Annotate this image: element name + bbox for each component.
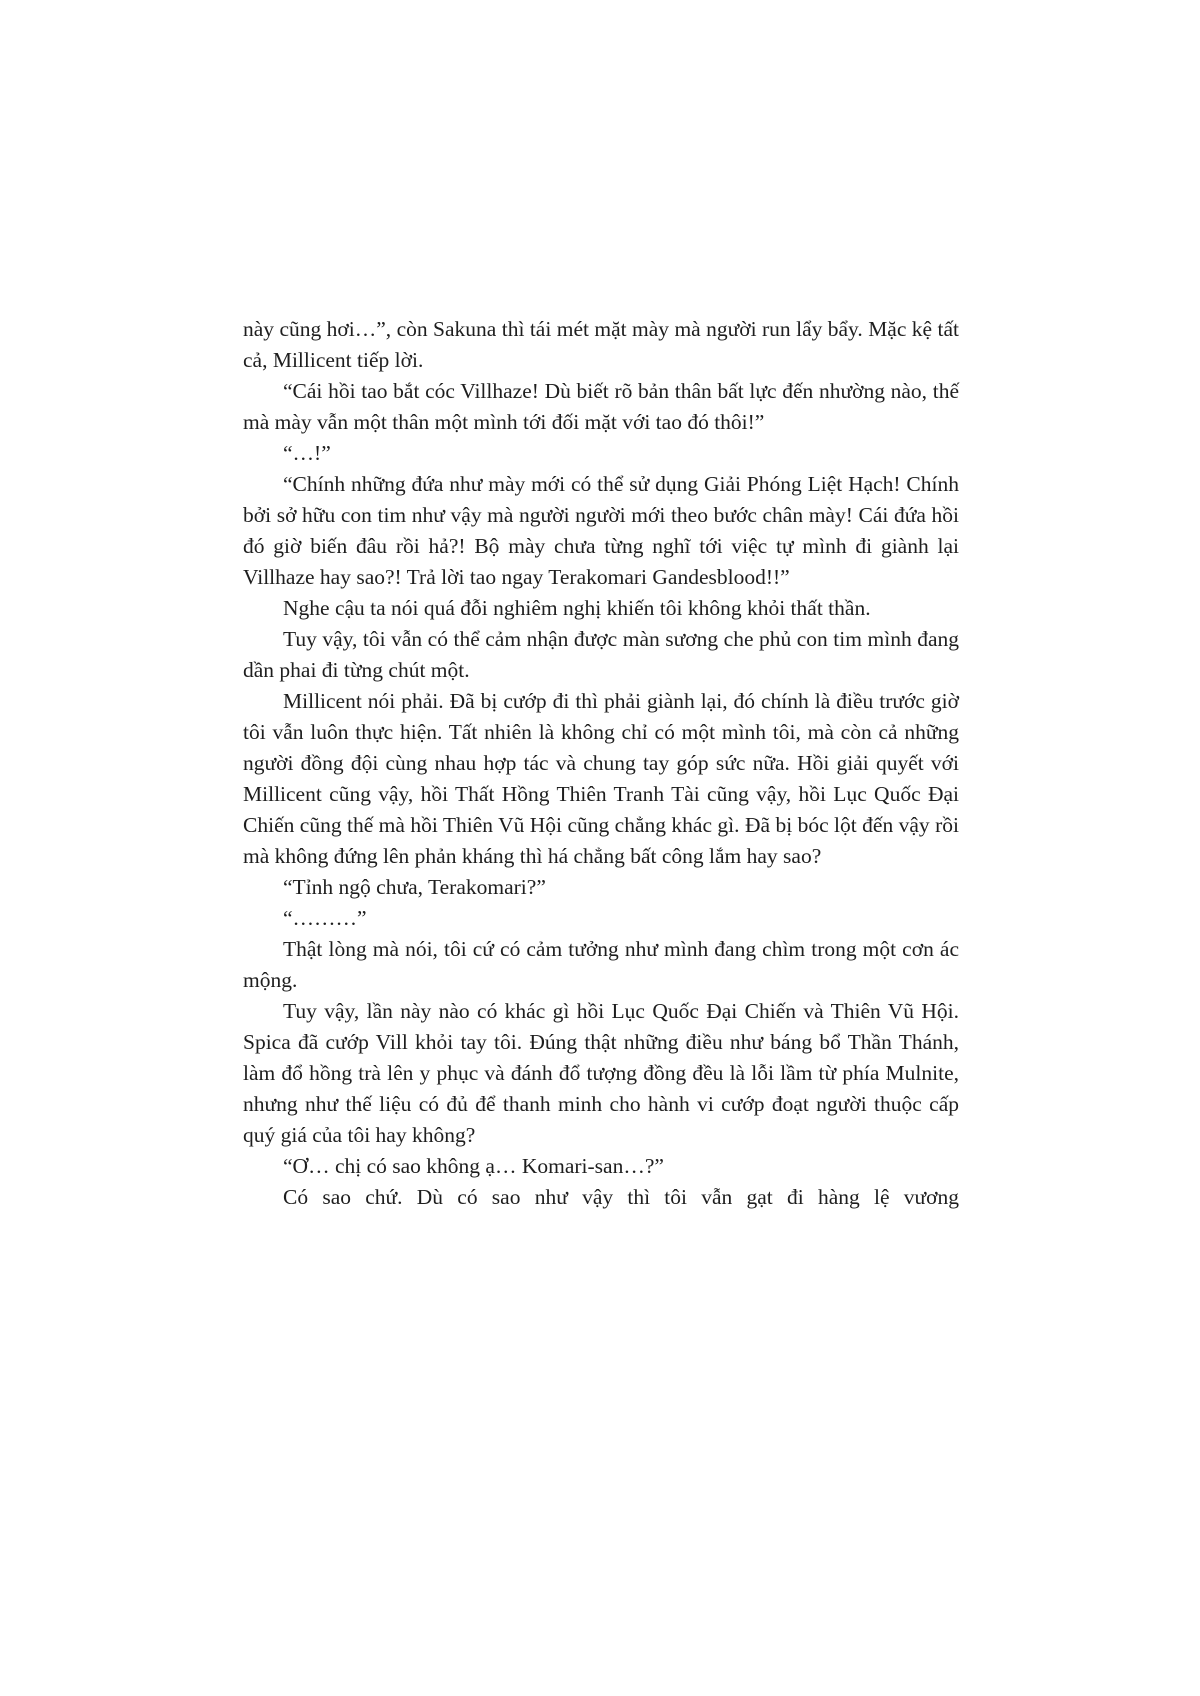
paragraph: “Ơ… chị có sao không ạ… Komari-san…?” [283, 1154, 664, 1178]
paragraph: Millicent nói phải. Đã bị cướp đi thì phải giành lại, đó chính là điều trước giờ tôi vẫn luôn thực hiện. Tất nhiên là không chỉ có một mình tôi, mà còn cả những người đồng đội cùng nhau hợp tác và chung tay góp sức nữa. Hồi giải quyết với Millicent cũng vậy, hồi Thất Hồng Thiên Tranh Tài cũng vậy, hồi Lục Quốc Đại Chiến cũng thế mà hồi Thiên Vũ Hội cũng chẳng khác gì. Đã bị bóc lột đến vậy rồi mà không đứng lên phản kháng thì há chẳng bất công lắm hay sao? [243, 689, 959, 868]
paragraph: Tuy vậy, tôi vẫn có thể cảm nhận được màn sương che phủ con tim mình đang dần phai đi từng chút một. [243, 627, 959, 682]
paragraph: Nghe cậu ta nói quá đỗi nghiêm nghị khiến tôi không khỏi thất thần. [283, 596, 871, 620]
paragraph: này cũng hơi…”, còn Sakuna thì tái mét mặt mày mà người run lẩy bẩy. Mặc kệ tất cả, Millicent tiếp lời. [243, 317, 959, 372]
paragraph: “Chính những đứa như mày mới có thể sử dụng Giải Phóng Liệt Hạch! Chính bởi sở hữu con tim như vậy mà người người mới theo bước chân mày! Cái đứa hồi đó giờ biến đâu rồi hả?! Bộ mày chưa từng nghĩ tới việc tự mình đi giành lại Villhaze hay sao?! Trả lời tao ngay Terakomari Gandesblood!!” [243, 472, 959, 589]
paragraph: “Tỉnh ngộ chưa, Terakomari?” [283, 875, 546, 899]
paragraph: Có sao chứ. Dù có sao như vậy thì tôi vẫn gạt đi hàng lệ vương [283, 1185, 959, 1209]
page-body-text [243, 314, 959, 1213]
paragraph: “Cái hồi tao bắt cóc Villhaze! Dù biết rõ bản thân bất lực đến nhường nào, thế mà mày vẫn một thân một mình tới đối mặt với tao đó thôi!” [243, 379, 959, 434]
paragraph: “………” [283, 906, 367, 930]
paragraph: Thật lòng mà nói, tôi cứ có cảm tưởng như mình đang chìm trong một cơn ác mộng. [243, 937, 959, 992]
paragraph: “…!” [283, 441, 331, 465]
paragraph: Tuy vậy, lần này nào có khác gì hồi Lục Quốc Đại Chiến và Thiên Vũ Hội. Spica đã cướp Vill khỏi tay tôi. Đúng thật những điều như báng bổ Thần Thánh, làm đổ hồng trà lên y phục và đánh đổ tượng đồng đều là lỗi lầm từ phía Mulnite, nhưng như thế liệu có đủ để thanh minh cho hành vi cướp đoạt người thuộc cấp quý giá của tôi hay không? [243, 999, 959, 1147]
